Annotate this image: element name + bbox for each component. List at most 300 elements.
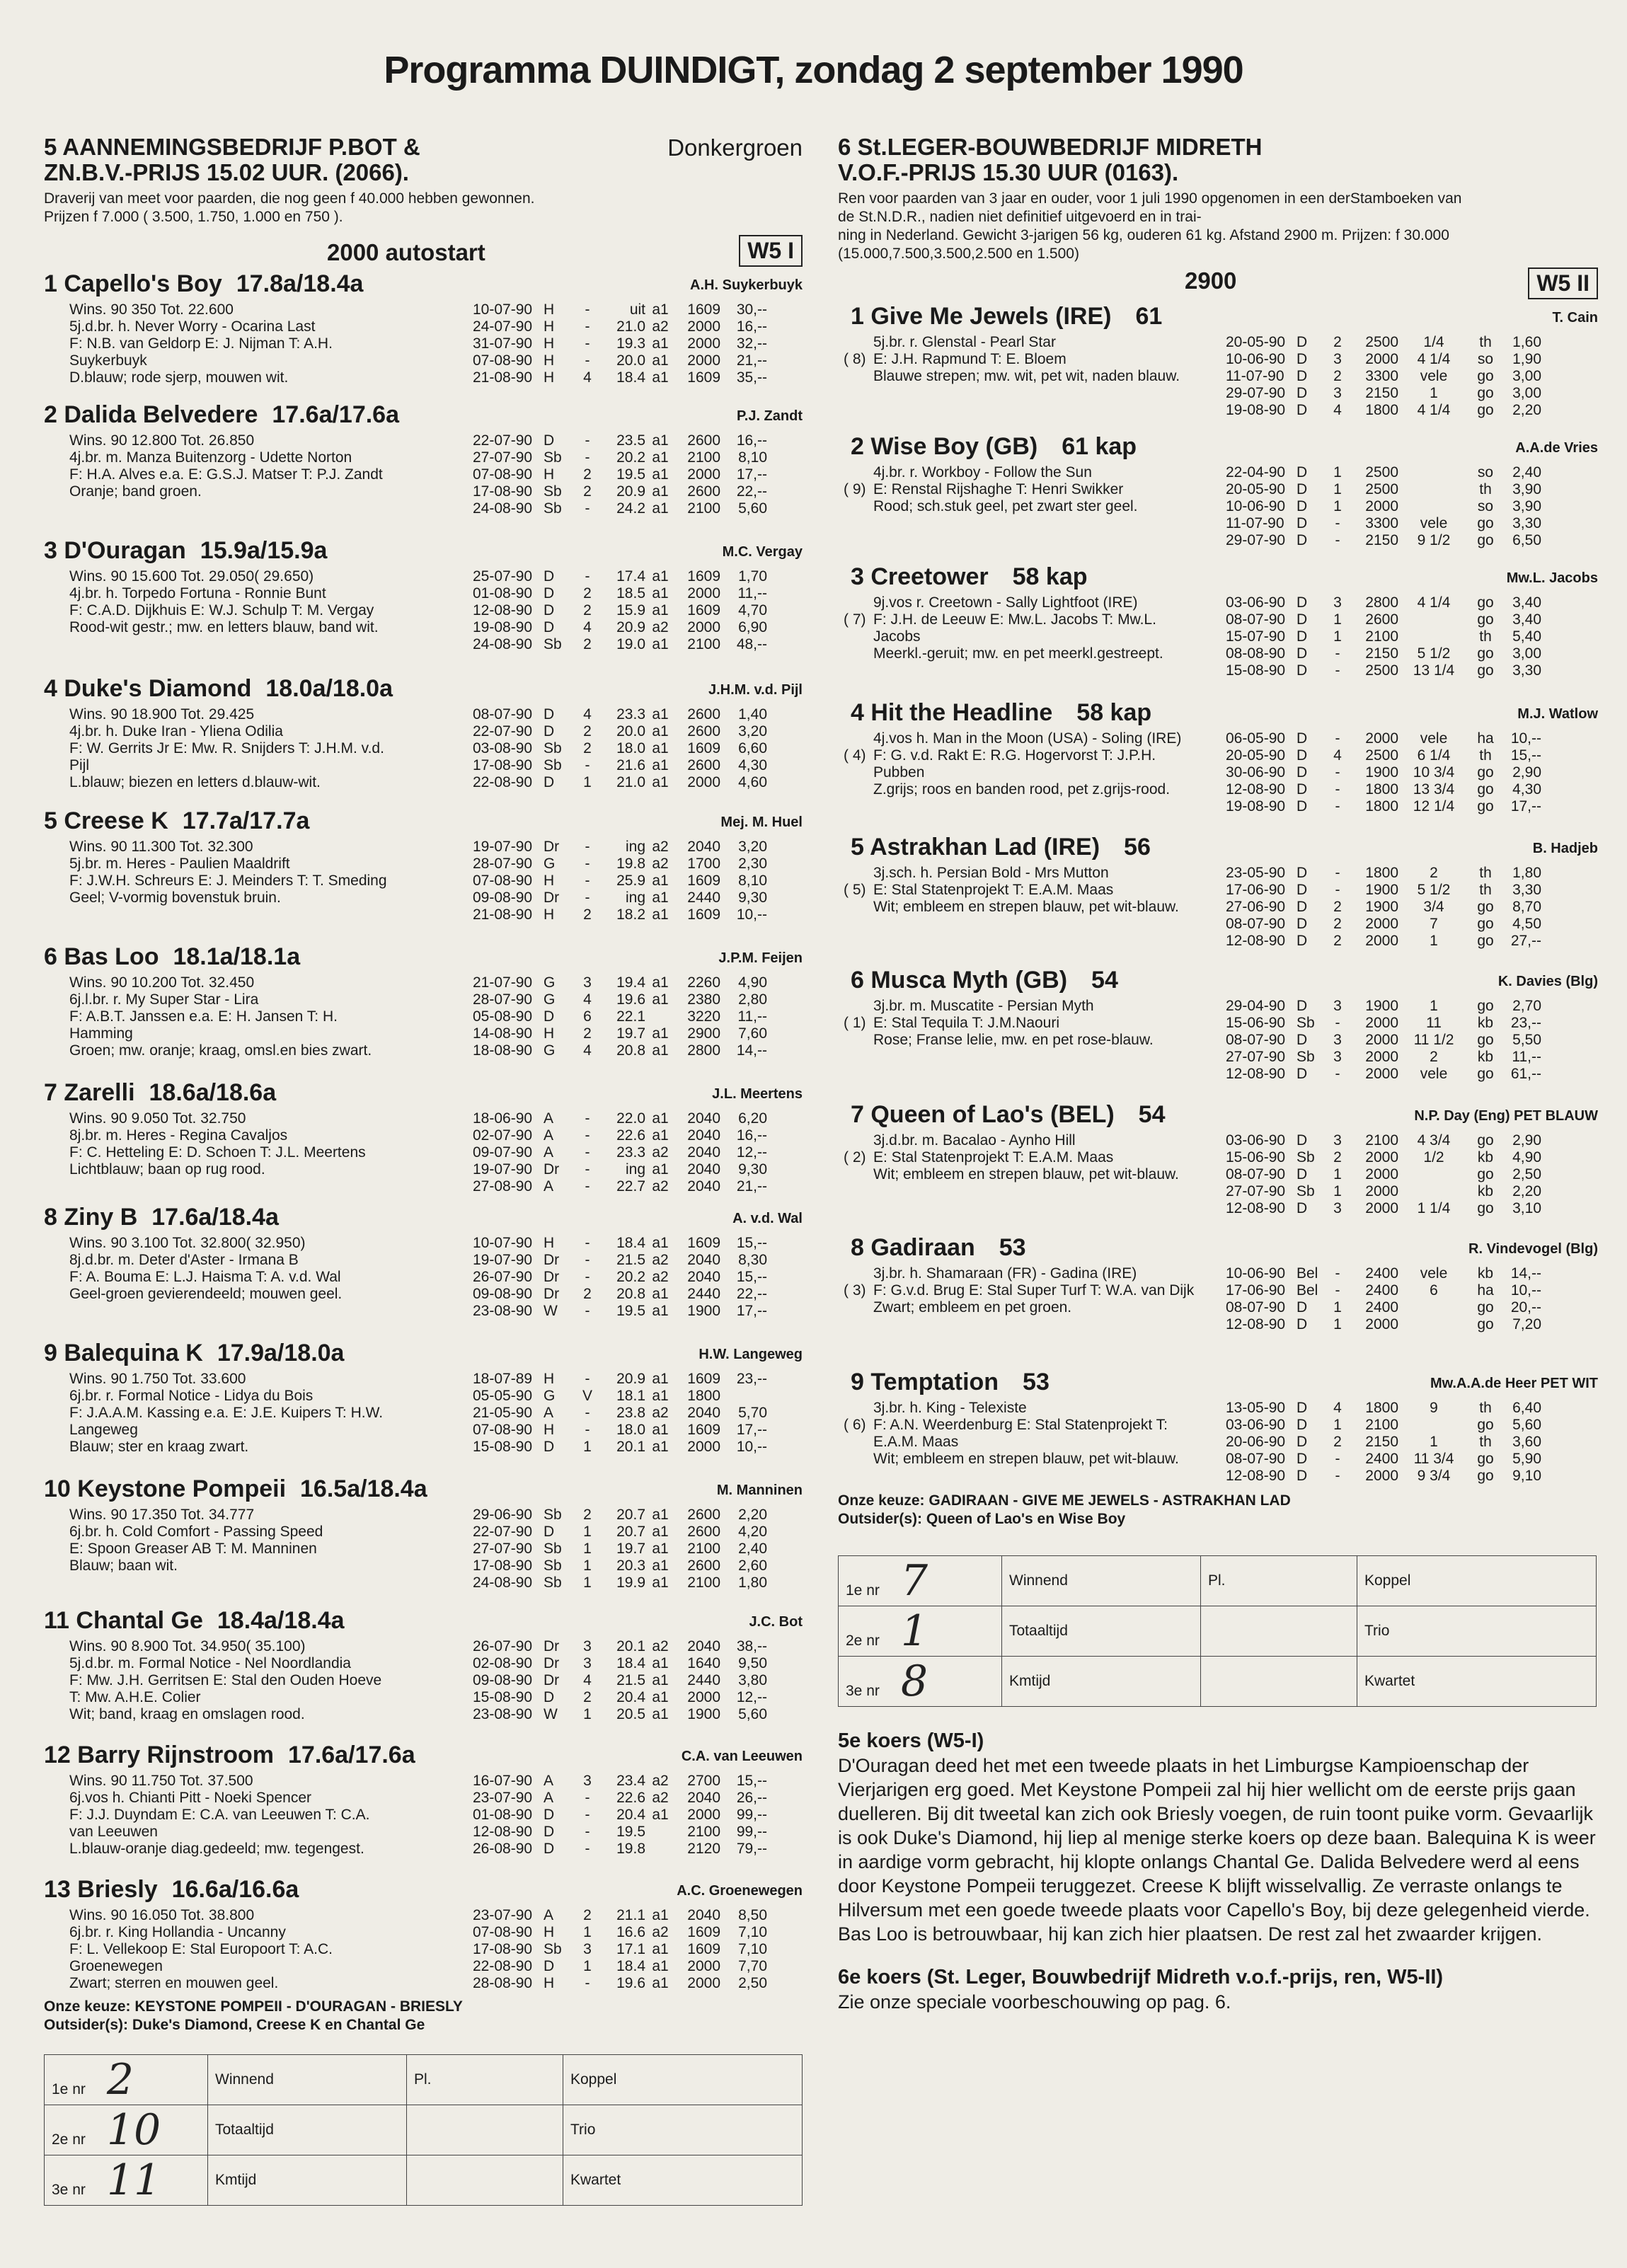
form-cell: a1: [652, 1706, 669, 1722]
post-position: ( 3): [844, 1282, 866, 1299]
form-cell: Sb: [544, 1941, 562, 1957]
form-cell: a1: [652, 723, 669, 739]
horse-name: [44, 807, 309, 835]
form-row: [473, 1439, 767, 1456]
horse-handicap: 15.9a/15.9a: [200, 537, 328, 564]
horse-name: [851, 433, 1137, 461]
form-cell: 18.4: [616, 1235, 645, 1251]
info-line: F: G. v.d. Rakt E: R.G. Hogervorst T: J.P.H.: [873, 747, 1156, 764]
form-table: [1226, 865, 1541, 950]
form-row: [473, 1541, 767, 1558]
form-cell: 12-08-90: [1226, 1468, 1286, 1484]
form-cell: 22-04-90: [1226, 464, 1286, 480]
form-cell: 2,20: [1512, 402, 1541, 418]
form-cell: 18.1: [616, 1388, 645, 1404]
form-cell: 2: [583, 466, 592, 483]
horse-info: [69, 301, 487, 386]
horse-trainer: C.A. van Leeuwen: [681, 1749, 803, 1764]
horse-handicap: 18.1a/18.1a: [173, 943, 301, 970]
form-cell: 2500: [1365, 662, 1398, 679]
form-cell: a1: [652, 1303, 669, 1319]
form-cell: 4: [583, 1672, 592, 1688]
form-cell: 25-07-90: [473, 568, 533, 585]
horse-weight: 58 kap: [1012, 563, 1088, 590]
form-cell: W: [544, 1303, 558, 1319]
form-cell: 4,20: [738, 1524, 767, 1540]
info-line: 4j.br. r. Workboy - Follow the Sun: [873, 464, 1092, 480]
form-cell: A: [544, 1907, 554, 1923]
info-line: Jacobs: [873, 628, 921, 645]
form-cell: 3: [1333, 385, 1342, 401]
form-row: [473, 1689, 767, 1706]
form-cell: 2040: [687, 1638, 720, 1654]
form-cell: D: [1297, 1434, 1308, 1450]
form-cell: 19.7: [616, 1025, 645, 1042]
form-cell: Sb: [544, 1541, 562, 1557]
bet-position-cell: [839, 1556, 1002, 1606]
form-row: [473, 466, 767, 483]
form-cell: D: [1297, 730, 1308, 747]
info-line: 3j.br. h. Shamaraan (FR) - Gadina (IRE): [873, 1265, 1137, 1282]
form-cell: 1800: [1365, 798, 1398, 814]
form-cell: 19.5: [616, 1303, 645, 1319]
form-row: [1226, 916, 1541, 933]
form-cell: G: [544, 1388, 556, 1404]
form-cell: 2100: [687, 1541, 720, 1557]
horse-trainer: J.L. Meertens: [712, 1086, 803, 1102]
info-line: Wins. 90 9.050 Tot. 32.750: [69, 1110, 246, 1127]
form-cell: -: [1335, 645, 1340, 662]
horse-info: [69, 1371, 487, 1456]
form-row: [473, 740, 767, 757]
form-cell: 23.8: [616, 1405, 645, 1421]
form-cell: kb: [1477, 1265, 1494, 1282]
horse-weight: 56: [1124, 834, 1151, 860]
form-cell: -: [585, 352, 590, 369]
horse-trainer: R. Vindevogel (Blg): [1468, 1241, 1598, 1257]
form-cell: 2040: [687, 1127, 720, 1144]
form-row: [473, 369, 767, 386]
info-line: F: Mw. J.H. Gerritsen E: Stal den Ouden Hoeve: [69, 1672, 382, 1688]
form-cell: 1: [583, 1541, 592, 1557]
form-cell: 20-05-90: [1226, 481, 1286, 497]
form-cell: D: [1297, 1200, 1308, 1216]
horse-info: [69, 974, 487, 1059]
form-cell: -: [1335, 781, 1340, 798]
form-cell: Dr: [544, 1638, 560, 1654]
horse-info: [69, 1907, 487, 1992]
form-cell: [645, 1841, 675, 1858]
form-row: [1226, 747, 1541, 764]
form-cell: D: [1297, 532, 1308, 548]
form-cell: Sb: [544, 1558, 562, 1574]
info-line: E: Spoon Greaser AB T: M. Manninen: [69, 1541, 317, 1557]
form-cell: 29-04-90: [1226, 998, 1286, 1014]
info-line: 9j.vos r. Creetown - Sally Lightfoot (IRE): [873, 594, 1138, 611]
horse-entry: [838, 563, 1598, 699]
form-cell: 22-07-90: [473, 723, 533, 739]
form-cell: 20.9: [616, 619, 645, 635]
form-cell: 22-07-90: [473, 432, 533, 449]
horse-entry: [44, 1607, 803, 1742]
form-cell: ing: [625, 890, 645, 906]
form-cell: 11-07-90: [1226, 515, 1284, 531]
horse-entry: [44, 675, 803, 807]
bet-slip-race-5: [44, 2054, 803, 2206]
form-cell: 10-06-90: [1226, 498, 1286, 514]
horse-entry: [44, 943, 803, 1079]
form-row: [473, 1524, 767, 1541]
form-cell: -: [585, 1178, 590, 1195]
form-cell: 2: [1333, 1434, 1342, 1450]
form-cell: 21-08-90: [473, 906, 533, 923]
form-cell: 2040: [687, 1161, 720, 1178]
form-row: [473, 1025, 767, 1042]
form-row: [473, 335, 767, 352]
form-cell: A: [544, 1405, 554, 1421]
form-row: [1226, 1434, 1541, 1451]
form-table: [1226, 464, 1541, 549]
form-cell: 2400: [1365, 1265, 1398, 1282]
form-cell: 6 1/4: [1417, 747, 1451, 764]
form-cell: 2000: [1365, 730, 1398, 747]
form-row: [473, 1252, 767, 1269]
form-cell: 1609: [687, 1422, 720, 1438]
form-cell: 99,--: [736, 1824, 767, 1840]
form-cell: -: [585, 1975, 590, 1991]
form-cell: 4 1/4: [1417, 351, 1451, 367]
info-line: Wins. 90 11.750 Tot. 37.500: [69, 1773, 253, 1789]
form-cell: 2000: [687, 1689, 720, 1705]
form-row: [473, 318, 767, 335]
form-cell: Sb: [544, 1507, 562, 1523]
form-cell: 2000: [687, 1958, 720, 1974]
form-cell: 23-08-90: [473, 1706, 533, 1722]
form-cell: 1609: [687, 301, 720, 318]
form-cell: D: [544, 568, 555, 585]
form-cell: 1900: [1365, 764, 1398, 781]
form-cell: 22-08-90: [473, 774, 533, 790]
form-row: [1226, 402, 1541, 419]
form-cell: 2,30: [738, 856, 767, 872]
bet-row: [45, 2055, 803, 2105]
form-cell: D: [544, 585, 555, 601]
form-cell: H: [544, 1025, 555, 1042]
form-cell: 2: [583, 1907, 592, 1923]
horse-name-text: 11 Chantal Ge: [44, 1607, 203, 1634]
form-cell: 1: [583, 1924, 592, 1940]
form-cell: 2000: [1365, 1200, 1398, 1216]
form-cell: 13-05-90: [1226, 1400, 1286, 1416]
form-cell: a1: [652, 585, 669, 601]
form-cell: 3,00: [1512, 385, 1541, 401]
form-cell: so: [1477, 498, 1494, 514]
form-cell: 1609: [687, 906, 720, 923]
info-line: L.blauw; biezen en letters d.blauw-wit.: [69, 774, 321, 790]
form-cell: go: [1477, 1468, 1494, 1484]
form-cell: 2: [1333, 899, 1342, 915]
horse-name-text: 5 Astrakhan Lad (IRE): [851, 834, 1100, 860]
form-cell: 8,70: [1512, 899, 1541, 915]
bet-place-cell: Pl.: [1201, 1556, 1357, 1606]
horse-entry: [838, 303, 1598, 433]
form-cell: a1: [652, 369, 669, 386]
form-cell: go: [1477, 645, 1494, 662]
form-cell: 20.9: [616, 483, 645, 500]
form-cell: -: [585, 1422, 590, 1438]
form-cell: [1398, 611, 1469, 628]
horse-info: [873, 1132, 1241, 1183]
form-row: [473, 1975, 767, 1992]
info-line: Wit; embleem en strepen blauw, pet wit-blauw.: [873, 899, 1179, 915]
form-cell: 11: [1426, 1015, 1442, 1031]
form-row: [473, 1507, 767, 1524]
form-cell: a1: [652, 1655, 669, 1671]
form-cell: 1: [583, 1524, 592, 1540]
bet-place-cell: [407, 2155, 563, 2206]
form-cell: -: [1335, 1015, 1340, 1031]
form-cell: D: [1297, 882, 1308, 898]
form-cell: 2600: [1365, 611, 1398, 628]
form-cell: 2040: [687, 1405, 720, 1421]
form-row: [473, 1907, 767, 1924]
horse-handicap: 18.4a/18.4a: [217, 1607, 345, 1634]
form-cell: 14-08-90: [473, 1025, 533, 1042]
horse-weight: 54: [1091, 967, 1118, 994]
form-cell: 2000: [1365, 1066, 1398, 1082]
form-cell: 7: [1430, 916, 1438, 932]
info-line: Pubben: [873, 764, 925, 781]
form-cell: 20.7: [616, 1524, 645, 1540]
form-cell: vele: [1420, 1265, 1448, 1282]
form-row: [1226, 1149, 1541, 1166]
form-cell: 21.1: [616, 1907, 645, 1923]
form-cell: 2900: [687, 1025, 720, 1042]
horse-name: [851, 834, 1151, 861]
form-cell: D: [1297, 628, 1308, 645]
horse-name-text: 1 Give Me Jewels (IRE): [851, 303, 1112, 330]
post-position: ( 4): [844, 747, 866, 764]
info-line: Blauw; baan wit.: [69, 1558, 178, 1574]
race-6-distance: 2900: [1185, 267, 1237, 294]
form-row: [1226, 611, 1541, 628]
form-cell: 1609: [687, 602, 720, 618]
form-cell: 15.9: [616, 602, 645, 618]
horse-trainer: M.J. Watlow: [1517, 706, 1598, 722]
horse-trainer: K. Davies (Blg): [1497, 974, 1598, 989]
form-cell: -: [585, 1790, 590, 1806]
form-cell: 2040: [687, 839, 720, 855]
form-cell: 3,40: [1512, 594, 1541, 611]
page-title: Programma DUINDIGT, zondag 2 september 1990: [384, 49, 1243, 91]
form-cell: a1: [652, 974, 669, 991]
form-cell: 14,--: [736, 1042, 767, 1059]
form-cell: 4: [583, 1042, 592, 1059]
form-row: [473, 890, 767, 906]
form-cell: A: [544, 1790, 554, 1806]
form-cell: 4 3/4: [1417, 1132, 1451, 1149]
form-row: [473, 1941, 767, 1958]
form-cell: 6: [1430, 1282, 1438, 1299]
form-cell: 6,90: [738, 619, 767, 635]
horse-name-text: 9 Balequina K: [44, 1340, 203, 1366]
horse-info: [873, 464, 1241, 515]
form-cell: ha: [1477, 1282, 1494, 1299]
info-line: F: J.W.H. Schreurs E: J. Meinders T: T. Smeding: [69, 873, 387, 889]
info-line: E: J.H. Rapmund T: E. Bloem: [873, 351, 1067, 367]
form-cell: 2440: [687, 890, 720, 906]
form-cell: -: [585, 890, 590, 906]
form-cell: 18.0: [616, 1422, 645, 1438]
form-cell: kb: [1477, 1149, 1494, 1165]
horse-trainer: J.C. Bot: [749, 1614, 803, 1630]
form-cell: A: [544, 1144, 554, 1161]
form-cell: 1609: [687, 740, 720, 756]
form-cell: 28-07-90: [473, 856, 533, 872]
form-row: [1226, 933, 1541, 950]
form-row: [473, 706, 767, 723]
form-cell: -: [585, 839, 590, 855]
form-cell: 1/4: [1423, 334, 1444, 350]
bet-place-cell: [1201, 1606, 1357, 1657]
form-cell: 2400: [1365, 1299, 1398, 1316]
form-cell: 4 1/4: [1417, 594, 1451, 611]
horse-name: [44, 1340, 344, 1367]
form-cell: 12-08-90: [1226, 1316, 1286, 1332]
form-cell: go: [1477, 515, 1494, 531]
form-cell: a1: [652, 1439, 669, 1455]
form-cell: go: [1477, 933, 1494, 949]
horse-name: [44, 1475, 427, 1503]
form-cell: th: [1479, 481, 1492, 497]
form-cell: a1: [652, 483, 669, 500]
info-line: Rose; Franse lelie, mw. en pet rose-blauw.: [873, 1032, 1154, 1048]
form-cell: go: [1477, 594, 1494, 611]
form-cell: 79,--: [736, 1841, 767, 1857]
form-cell: 2260: [687, 974, 720, 991]
horse-entry: [838, 967, 1598, 1101]
horse-weight: 53: [1023, 1369, 1050, 1395]
form-cell: go: [1477, 532, 1494, 548]
form-cell: 17-06-90: [1226, 1282, 1286, 1299]
form-cell: [1398, 481, 1469, 498]
form-cell: 18.0: [616, 740, 645, 756]
form-cell: 1: [1333, 628, 1342, 645]
horse-trainer: A.A.de Vries: [1515, 440, 1598, 456]
form-row: [1226, 1282, 1541, 1299]
form-cell: D: [544, 1524, 555, 1540]
info-line: F: A. Bouma E: L.J. Haisma T: A. v.d. Wal: [69, 1269, 341, 1285]
horse-info: [873, 1265, 1241, 1316]
form-cell: vele: [1420, 730, 1448, 747]
form-cell: 08-07-90: [473, 706, 533, 723]
form-cell: 99,--: [736, 1807, 767, 1823]
info-line: F: H.A. Alves e.a. E: G.S.J. Matser T: P.J. Zandt: [69, 466, 383, 483]
form-cell: 03-06-90: [1226, 1417, 1286, 1433]
form-table: [1226, 594, 1541, 679]
form-cell: a2: [652, 1790, 669, 1806]
form-cell: go: [1477, 385, 1494, 401]
form-cell: 2: [583, 483, 592, 500]
form-cell: 2,90: [1512, 764, 1541, 781]
horse-info: [69, 1110, 487, 1178]
form-cell: 1: [1333, 498, 1342, 514]
form-cell: a1: [652, 352, 669, 369]
form-cell: 15-07-90: [1226, 628, 1286, 645]
info-line: 5j.br. r. Glenstal - Pearl Star: [873, 334, 1056, 350]
form-cell: 2,80: [738, 991, 767, 1008]
form-cell: 2600: [687, 723, 720, 739]
info-line: Wins. 90 11.300 Tot. 32.300: [69, 839, 253, 855]
form-cell: -: [585, 1235, 590, 1251]
form-table: [1226, 730, 1541, 815]
form-cell: 18.4: [616, 1958, 645, 1974]
form-cell: 09-08-90: [473, 1286, 533, 1302]
form-cell: [1398, 1417, 1469, 1434]
form-table: [473, 1110, 767, 1195]
form-cell: 2000: [1365, 1032, 1398, 1048]
form-row: [1226, 628, 1541, 645]
form-cell: 07-08-90: [473, 466, 533, 483]
form-cell: H: [544, 906, 555, 923]
form-row: [473, 432, 767, 449]
form-cell: a1: [652, 1975, 669, 1991]
form-cell: go: [1477, 1200, 1494, 1216]
race-6-distance-row: [838, 265, 1598, 303]
form-cell: Dr: [544, 1269, 560, 1285]
form-cell: 3: [583, 1655, 592, 1671]
form-cell: 22.1: [616, 1008, 645, 1025]
form-cell: 15-08-90: [473, 1439, 533, 1455]
form-cell: 2: [583, 723, 592, 739]
form-cell: 9 3/4: [1417, 1468, 1451, 1484]
form-cell: 17-08-90: [473, 483, 533, 500]
form-cell: [645, 1824, 675, 1841]
form-cell: 2600: [687, 706, 720, 723]
form-cell: -: [1335, 1265, 1340, 1282]
info-line: Oranje; band groen.: [69, 483, 202, 500]
info-line: F: C. Hetteling E: D. Schoen T: J.L. Meertens: [69, 1144, 366, 1161]
form-cell: 7,60: [738, 1025, 767, 1042]
info-line: F: J.A.A.M. Kassing e.a. E: J.E. Kuipers T: H.W.: [69, 1405, 384, 1421]
form-cell: 2150: [1365, 532, 1398, 548]
form-cell: 2,40: [738, 1541, 767, 1557]
form-cell: 19.6: [616, 1975, 645, 1991]
form-cell: Sb: [1297, 1183, 1315, 1199]
form-cell: 21.5: [616, 1252, 645, 1268]
form-cell: D: [1297, 385, 1308, 401]
form-row: [473, 1638, 767, 1655]
horse-info: [873, 1400, 1241, 1468]
form-cell: 1609: [687, 873, 720, 889]
form-cell: 4: [583, 619, 592, 635]
horse-name: [44, 943, 300, 971]
horse-name: [44, 1607, 345, 1635]
form-row: [1226, 1299, 1541, 1316]
horse-trainer: B. Hadjeb: [1532, 841, 1598, 856]
bet-place-cell: [407, 2105, 563, 2155]
horse-weight: 58 kap: [1076, 699, 1152, 726]
form-cell: 5 1/2: [1417, 645, 1451, 662]
form-cell: 21,--: [736, 1178, 767, 1195]
form-cell: D: [1297, 998, 1308, 1014]
form-row: [473, 483, 767, 500]
form-cell: 07-08-90: [473, 1924, 533, 1940]
form-cell: 1: [1430, 385, 1438, 401]
form-cell: D: [1297, 916, 1308, 932]
form-cell: -: [585, 318, 590, 335]
form-cell: 12-08-90: [1226, 781, 1286, 798]
